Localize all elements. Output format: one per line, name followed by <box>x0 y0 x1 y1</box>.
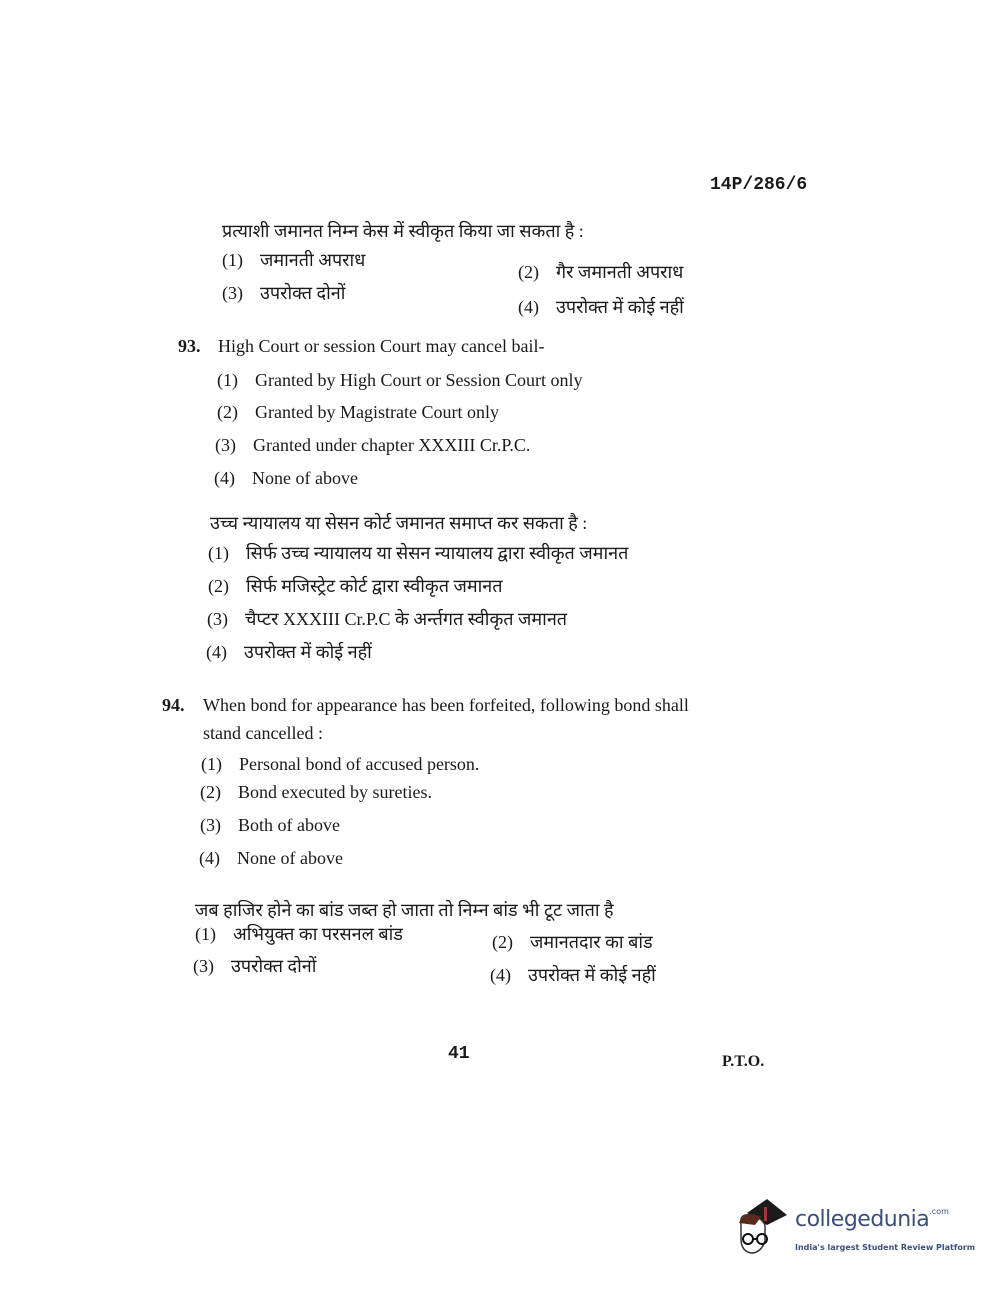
q94-hindi-option-4 <box>490 964 656 986</box>
option-text: Personal bond of accused person. <box>239 754 480 774</box>
option-text: उपरोक्त में कोई नहीं <box>556 297 684 317</box>
option-text: Both of above <box>238 815 340 835</box>
option-number: (2) <box>200 782 221 802</box>
question-number: 94. <box>162 695 185 715</box>
option-number: (4) <box>206 642 227 662</box>
logo-tld: .com <box>929 1207 949 1216</box>
option-number: (1) <box>201 754 222 774</box>
option-number: (2) <box>518 262 539 282</box>
option-text: सिर्फ उच्च न्यायालय या सेसन न्यायालय द्वारा स्वीकृत जमानत <box>246 543 629 563</box>
q92-hindi-question: प्रत्याशी जमानत निम्न केस में स्वीकृत किया जा सकता है : <box>222 221 584 241</box>
q93-option-4 <box>214 467 358 489</box>
option-number: (3) <box>222 283 243 303</box>
option-number: (1) <box>217 370 238 390</box>
q94-option-2 <box>200 781 432 803</box>
q92-hindi-option-1 <box>222 249 365 271</box>
option-number: (2) <box>492 932 513 952</box>
q94-option-4 <box>199 847 343 869</box>
q93-question <box>178 335 544 357</box>
option-text: उपरोक्त दोनों <box>231 956 317 976</box>
q93-option-2 <box>217 401 499 423</box>
q94-option-1 <box>201 753 479 775</box>
option-number: (1) <box>222 250 243 270</box>
q94-option-3 <box>200 814 340 836</box>
option-number: (2) <box>208 576 229 596</box>
option-number: (3) <box>193 956 214 976</box>
mascot-icon <box>735 1195 795 1265</box>
q93-hindi-option-4 <box>206 641 372 663</box>
option-number: (2) <box>217 402 238 422</box>
option-number: (3) <box>215 435 236 455</box>
option-text: उपरोक्त दोनों <box>260 283 346 303</box>
option-number: (1) <box>195 924 216 944</box>
option-text: जमानतदार का बांड <box>530 932 653 952</box>
option-text: None of above <box>252 468 358 488</box>
q93-hindi-option-2 <box>208 575 503 597</box>
collegedunia-logo <box>735 1195 976 1265</box>
option-text: अभियुक्त का परसनल बांड <box>233 924 403 944</box>
q94-hindi-question: जब हाजिर होने का बांड जब्त हो जाता तो निम्न बांड भी टूट जाता है <box>195 900 614 920</box>
option-text: Granted under chapter XXXIII Cr.P.C. <box>253 435 531 455</box>
logo-brand: collegedunia <box>795 1207 930 1232</box>
option-text: Granted by High Court or Session Court only <box>255 370 583 390</box>
option-text: उपरोक्त में कोई नहीं <box>244 642 372 662</box>
option-number: (4) <box>199 848 220 868</box>
option-text: चैप्टर XXXIII Cr.P.C के अर्न्तगत स्वीकृत जमानत <box>245 609 568 629</box>
q94-hindi-option-1 <box>195 923 403 945</box>
q92-hindi-option-3 <box>222 282 345 304</box>
q93-hindi-question: उच्च न्यायालय या सेसन कोर्ट जमानत समाप्त कर सकता है : <box>210 513 588 533</box>
option-number: (4) <box>214 468 235 488</box>
pto-label: P.T.O. <box>722 1053 765 1070</box>
q93-option-3 <box>215 434 530 456</box>
q92-hindi-option-4 <box>518 296 684 318</box>
paper-code: 14P/286/6 <box>710 175 808 195</box>
option-number: (1) <box>208 543 229 563</box>
q93-hindi-option-1 <box>208 542 628 564</box>
question-text-line-1: When bond for appearance has been forfeited, following bond shall <box>203 695 689 715</box>
option-number: (4) <box>490 965 511 985</box>
option-text: गैर जमानती अपराध <box>556 262 684 282</box>
option-text: जमानती अपराध <box>260 250 366 270</box>
q94-hindi-option-3 <box>193 955 316 977</box>
q94-hindi-option-2 <box>492 931 653 953</box>
option-text: सिर्फ मजिस्ट्रेट कोर्ट द्वारा स्वीकृत जमानत <box>246 576 503 596</box>
page-number: 41 <box>448 1044 470 1064</box>
q94-question-line-2: stand cancelled : <box>203 723 323 743</box>
option-text: Bond executed by sureties. <box>238 782 432 802</box>
q92-hindi-option-2 <box>518 261 683 283</box>
option-number: (3) <box>200 815 221 835</box>
option-text: Granted by Magistrate Court only <box>255 402 499 422</box>
q94-question <box>162 694 689 716</box>
q93-option-1 <box>217 369 582 391</box>
option-text: None of above <box>237 848 343 868</box>
option-text: उपरोक्त में कोई नहीं <box>528 965 656 985</box>
logo-tagline: India's largest Student Review Platform <box>795 1243 976 1252</box>
q93-hindi-option-3 <box>207 608 567 630</box>
option-number: (3) <box>207 609 228 629</box>
question-text: High Court or session Court may cancel bail- <box>218 336 545 356</box>
option-number: (4) <box>518 297 539 317</box>
question-number: 93. <box>178 336 201 356</box>
